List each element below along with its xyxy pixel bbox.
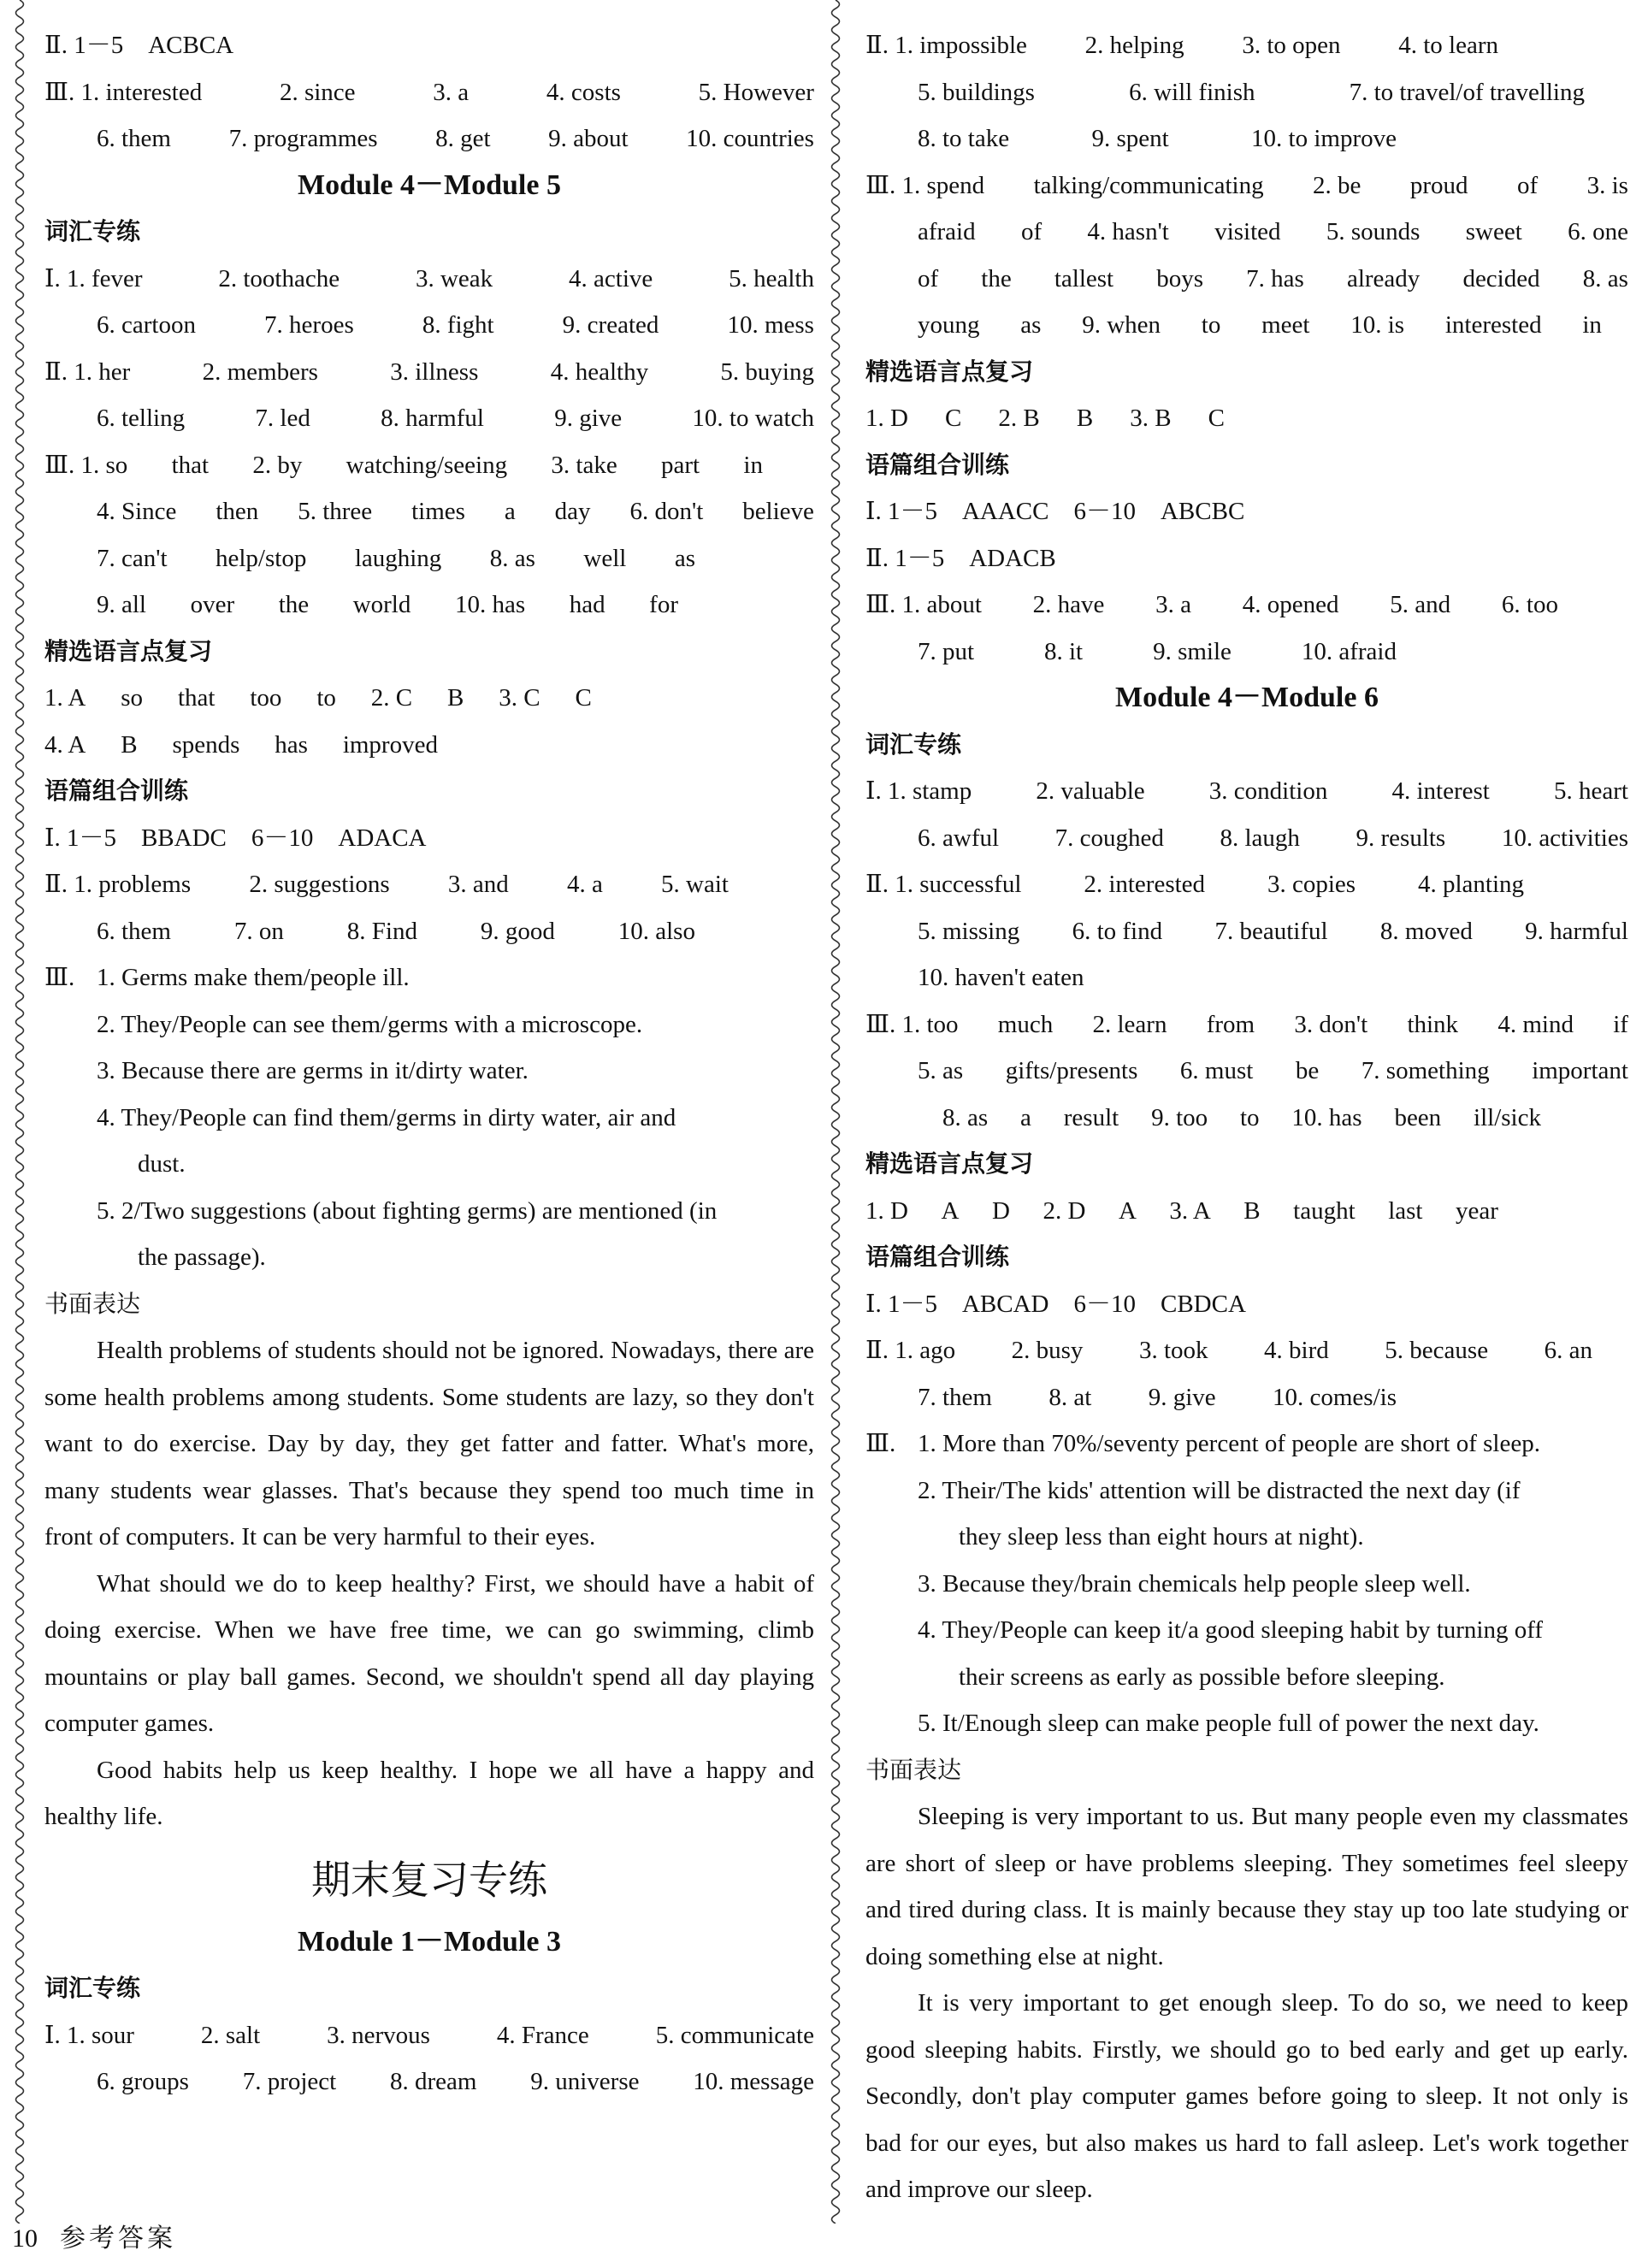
answer-token: Ⅱ. 1. ago xyxy=(865,1337,956,1364)
answer-line xyxy=(865,302,1602,349)
answer-token: 4. to learn xyxy=(1398,32,1498,59)
answer-line xyxy=(44,675,592,722)
section-heading: 精选语言点复习 xyxy=(865,357,1034,386)
answer-token: 10. to watch xyxy=(692,405,814,432)
answer-token: D xyxy=(991,1196,1010,1225)
answer-token: 7. heroes xyxy=(264,311,354,339)
answer-token: 7. can't xyxy=(97,544,168,572)
essay-paragraph: Health problems of students should not be ignored. Nowadays, there are some health problems among students. Some students are lazy, so they don't want to do exercise. Day by day, they get fatter and fatter. What's more, many students wear glasses. That's because they spend too much time in front of computers. It can be very harmful to their eyes. xyxy=(44,1337,814,1550)
answer-line: they sleep less than eight hours at night). xyxy=(959,1523,1364,1550)
answer-token: Ⅱ. 1. successful xyxy=(865,871,1022,898)
answer-token: sweet xyxy=(1465,218,1522,245)
answer-token: 3. a xyxy=(1155,591,1192,618)
answer-line xyxy=(865,162,1628,210)
answer-line xyxy=(865,815,1628,862)
answer-token: has xyxy=(275,730,308,759)
answer-token: 7. led xyxy=(255,405,310,432)
answer-token: 9. smile xyxy=(1153,637,1232,665)
answer-line xyxy=(865,1048,1628,1095)
answer-token: 6. cartoon xyxy=(97,311,196,339)
answer-token: 8. fight xyxy=(422,311,494,339)
answer-token: then xyxy=(216,498,259,525)
answer-token: help/stop xyxy=(216,544,307,572)
module-title: Module 1－Module 3 xyxy=(298,1925,561,1958)
wavy-line xyxy=(16,0,24,2224)
answer-line: 4. They/People can find them/germs in dirty water, air and xyxy=(97,1103,676,1131)
answer-token: that xyxy=(171,451,210,479)
answer-token: 5. because xyxy=(1385,1337,1489,1364)
answer-line xyxy=(865,395,1225,442)
section-heading: 词汇专练 xyxy=(44,1974,141,2002)
answer-token: 8. harmful xyxy=(381,405,484,432)
answer-token: watching/seeing xyxy=(346,451,508,479)
answer-token: meet xyxy=(1261,311,1310,339)
answer-token: 9. when xyxy=(1082,311,1161,339)
answer-token: B xyxy=(1243,1196,1261,1225)
answer-line: Ⅰ. 1－5 AAACC 6－10 ABCBC xyxy=(865,498,1245,525)
answer-line xyxy=(44,861,729,908)
section-heading: 书面表达 xyxy=(865,1755,962,1784)
answer-token: the xyxy=(981,264,1012,292)
answer-token: 6. will finish xyxy=(1129,78,1255,106)
answer-line xyxy=(865,1327,1592,1374)
answer-token: 9. give xyxy=(554,405,623,432)
answer-token: 4. active xyxy=(569,264,653,292)
module-title: Module 4－Module 5 xyxy=(298,168,561,201)
answer-token: 8. as xyxy=(942,1103,989,1131)
answer-line: Ⅱ. 1－5 ACBCA xyxy=(44,32,234,59)
answer-token: 8. laugh xyxy=(1220,824,1300,852)
answer-line xyxy=(865,69,1585,116)
answer-token: 8. get xyxy=(435,125,491,152)
answer-token: 7. on xyxy=(233,917,284,945)
answer-token: 8. at xyxy=(1048,1383,1092,1411)
answer-token: taught xyxy=(1293,1196,1356,1225)
answer-token: 3. and xyxy=(447,871,509,898)
answer-token: 7. has xyxy=(1246,264,1304,292)
answer-line xyxy=(44,488,814,535)
answer-token: 2. interested xyxy=(1084,871,1206,898)
answer-token: as xyxy=(1020,311,1042,339)
answer-line xyxy=(44,908,695,955)
answer-token: B xyxy=(447,684,464,712)
essay-paragraph: Sleeping is very important to us. But many people even my classmates are short of sleep or have problems sleeping. They sometimes feel sleepy and tired during class. It is mainly because they stay up too late studying or doing something else at night. xyxy=(865,1803,1628,1970)
answer-line xyxy=(44,115,814,162)
roman-numeral: Ⅲ. xyxy=(44,964,75,991)
answer-token: 1. D xyxy=(865,1196,908,1225)
answer-line xyxy=(865,861,1524,908)
answer-token: Ⅲ. 1. spend xyxy=(865,171,985,199)
answer-token: 3. to open xyxy=(1242,32,1341,59)
answer-token: much xyxy=(997,1010,1054,1038)
answer-token: last xyxy=(1388,1196,1423,1225)
answer-token: been xyxy=(1394,1103,1442,1131)
answer-line xyxy=(865,1095,1541,1142)
answer-line: 10. haven't eaten xyxy=(918,964,1084,991)
answer-token: that xyxy=(177,684,216,712)
answer-token: important xyxy=(1532,1057,1628,1084)
answer-line: 3. Because they/brain chemicals help people sleep well. xyxy=(918,1569,1471,1598)
answer-token: 5. heart xyxy=(1554,777,1628,805)
section-heading: 精选语言点复习 xyxy=(865,1149,1034,1178)
answer-token: 3. take xyxy=(551,451,617,479)
answer-token: 9. all xyxy=(97,591,146,618)
answer-token: from xyxy=(1206,1010,1255,1038)
answer-token: ill/sick xyxy=(1474,1103,1541,1131)
center-wavy-divider xyxy=(824,0,847,2224)
answer-token: 9. good xyxy=(480,917,555,945)
answer-token: 8. Find xyxy=(346,917,417,945)
answer-line xyxy=(44,69,814,116)
answer-line xyxy=(44,2058,814,2106)
answer-token: 10. has xyxy=(1291,1103,1362,1131)
answer-token: 10. afraid xyxy=(1301,637,1397,665)
answer-line xyxy=(865,1188,1498,1235)
answer-token: B xyxy=(121,730,138,759)
answer-line: the passage). xyxy=(138,1243,266,1271)
answer-token: 6. awful xyxy=(918,824,1000,852)
answer-token: a xyxy=(1020,1103,1031,1131)
answer-line: 2. Their/The kids' attention will be distracted the next day (if xyxy=(918,1476,1521,1504)
answer-line xyxy=(44,395,814,442)
answer-line xyxy=(865,22,1498,69)
answer-line xyxy=(44,349,814,396)
answer-token: 3. B xyxy=(1130,405,1172,432)
answer-token: 10. to improve xyxy=(1251,125,1397,152)
section-heading: 词汇专练 xyxy=(865,729,962,759)
answer-token: laughing xyxy=(354,544,442,572)
left-column xyxy=(44,22,814,2106)
answer-token: interested xyxy=(1444,311,1542,339)
section-heading: 书面表达 xyxy=(44,1289,141,1318)
essay-paragraph: It is very important to get enough sleep. To do so, we need to keep good sleeping habits. Firstly, we should go to bed early and get up early. Secondly, don't play computer games before going to sleep. It not only is bad for our eyes, but also makes us hard to fall asleep. Let's work together and improve our sleep. xyxy=(865,1989,1628,2203)
answer-token: believe xyxy=(742,498,814,525)
answer-token: 8. as xyxy=(1582,264,1628,292)
answer-line xyxy=(44,954,814,1001)
answer-token: 6. must xyxy=(1179,1057,1254,1084)
answer-token: 3. a xyxy=(433,78,470,106)
answer-line: Ⅰ. 1－5 ABCAD 6－10 CBDCA xyxy=(865,1290,1246,1318)
answer-token: Ⅰ. 1. fever xyxy=(44,264,143,292)
answer-token: boys xyxy=(1156,264,1204,292)
answer-token: 7. coughed xyxy=(1054,824,1164,852)
left-wavy-margin xyxy=(9,0,31,2224)
answer-token: 6. an xyxy=(1544,1337,1592,1364)
answer-token: year xyxy=(1456,1196,1498,1225)
answer-token: 10. countries xyxy=(686,125,814,152)
answer-token: 4. costs xyxy=(546,78,621,106)
answer-token: talking/communicating xyxy=(1033,171,1264,199)
footer-title: 参考答案 xyxy=(60,2224,176,2253)
answer-token: 8. dream xyxy=(390,2068,477,2095)
answer-token: 10. message xyxy=(693,2068,814,2095)
section-heading: 语篇组合训练 xyxy=(865,1243,1010,1271)
answer-sentence: 1. Germs make them/people ill. xyxy=(97,964,410,991)
roman-numeral: Ⅲ. xyxy=(865,1430,896,1457)
answer-token: Ⅰ. 1. sour xyxy=(44,2021,134,2049)
answer-token: in xyxy=(1582,311,1602,339)
answer-token: 1. A xyxy=(44,684,86,712)
answer-token: 3. is xyxy=(1586,171,1628,199)
answer-line: Ⅱ. 1－5 ADACB xyxy=(865,544,1056,572)
answer-line: their screens as early as possible before sleeping. xyxy=(959,1663,1445,1691)
answer-line xyxy=(865,1001,1628,1048)
answer-token: 5. missing xyxy=(918,917,1020,945)
answer-token: 6. groups xyxy=(97,2068,189,2095)
essay-paragraph: What should we do to keep healthy? First, we should have a habit of doing exercise. When we have free time, we can go swimming, climb mountains or play ball games. Second, we shouldn't spend all day playing computer games. xyxy=(44,1569,814,1737)
answer-token: 7. to travel/of travelling xyxy=(1349,78,1585,106)
answer-token: 2. by xyxy=(252,451,303,479)
answer-token: part xyxy=(661,451,700,479)
answer-token: 8. moved xyxy=(1379,917,1473,945)
answer-token: 3. weak xyxy=(415,264,493,292)
answer-token: spends xyxy=(172,730,240,759)
answer-token: 4. A xyxy=(44,730,86,759)
answer-line: 2. They/People can see them/germs with a microscope. xyxy=(97,1010,643,1038)
answer-line xyxy=(44,722,438,769)
answer-token: 10. is xyxy=(1350,311,1405,339)
answer-token: of xyxy=(1517,171,1539,199)
answer-token: tallest xyxy=(1054,264,1114,292)
answer-token: 2. D xyxy=(1043,1196,1086,1225)
answer-token: to xyxy=(1239,1103,1260,1131)
answer-line xyxy=(865,768,1628,815)
answer-token: 10. activities xyxy=(1501,824,1628,852)
answer-token: 9. harmful xyxy=(1525,917,1628,945)
answer-token: Ⅱ. 1. problems xyxy=(44,871,192,898)
answer-token: 5. buildings xyxy=(918,78,1035,106)
answer-token: 7. project xyxy=(242,2068,337,2095)
answer-token: 7. them xyxy=(918,1383,992,1411)
answer-line: 4. They/People can keep it/a good sleeping habit by turning off xyxy=(918,1616,1544,1644)
answer-token: 10. also xyxy=(617,917,695,945)
answer-token: 2. toothache xyxy=(218,264,340,292)
section-heading: 语篇组合训练 xyxy=(865,450,1010,479)
answer-token: a xyxy=(504,498,516,525)
answer-token: 3. copies xyxy=(1267,871,1356,898)
wavy-line xyxy=(832,0,840,2224)
answer-token: 6. to find xyxy=(1072,917,1163,945)
answer-token: think xyxy=(1407,1010,1459,1038)
answer-token: visited xyxy=(1214,218,1281,245)
answer-line: 3. Because there are germs in it/dirty water. xyxy=(97,1057,529,1084)
answer-token: proud xyxy=(1409,171,1468,199)
answer-token: 5. three xyxy=(298,498,373,525)
answer-line xyxy=(44,256,814,303)
answer-token: 2. have xyxy=(1032,591,1105,618)
answer-token: as xyxy=(674,544,695,572)
section-heading: 词汇专练 xyxy=(44,217,141,245)
answer-line: Ⅰ. 1－5 BBADC 6－10 ADACA xyxy=(44,824,427,852)
answer-token: if xyxy=(1613,1010,1628,1038)
answer-token: 5. However xyxy=(698,78,814,106)
answer-token: A xyxy=(941,1196,960,1225)
answer-token: 5. as xyxy=(918,1057,964,1084)
answer-token: over xyxy=(190,591,235,618)
answer-token: of xyxy=(1020,218,1043,245)
answer-line xyxy=(865,115,1397,162)
answer-token: 8. it xyxy=(1044,637,1084,665)
answer-token: 4. healthy xyxy=(550,357,649,386)
answer-token: 4. Since xyxy=(97,498,177,525)
module-title: Module 4－Module 6 xyxy=(1115,682,1379,713)
section-heading: 精选语言点复习 xyxy=(44,636,213,665)
answer-line xyxy=(865,908,1628,955)
answer-token: 2. C xyxy=(370,684,413,712)
answer-token: the xyxy=(278,591,310,618)
answer-token: Ⅰ. 1. stamp xyxy=(865,777,972,805)
answer-token: 5. and xyxy=(1390,591,1451,618)
answer-token: 2. be xyxy=(1313,171,1362,199)
answer-token: 7. something xyxy=(1361,1057,1490,1084)
answer-token: so xyxy=(121,684,144,712)
answer-token: 9. spent xyxy=(1091,125,1169,152)
answer-token: 2. helping xyxy=(1084,32,1184,59)
answer-token: 2. learn xyxy=(1092,1010,1167,1038)
answer-token: to xyxy=(1201,311,1221,339)
answer-line xyxy=(865,582,1558,629)
answer-token: 5. buying xyxy=(720,357,814,386)
answer-token: day xyxy=(554,498,591,525)
answer-token: 7. programmes xyxy=(228,125,378,152)
right-column xyxy=(865,22,1628,2213)
answer-token: 9. created xyxy=(562,311,659,339)
answer-token: to xyxy=(316,684,336,712)
answer-token: 4. hasn't xyxy=(1087,218,1169,245)
page-footer xyxy=(12,2217,176,2254)
section-heading: 语篇组合训练 xyxy=(44,777,189,805)
answer-token: 2. valuable xyxy=(1036,777,1145,805)
answer-token: 2. busy xyxy=(1011,1337,1084,1364)
answer-token: 2. B xyxy=(998,405,1040,432)
answer-token: 2. members xyxy=(202,357,318,386)
answer-token: 6. don't xyxy=(629,498,704,525)
answer-line xyxy=(865,1420,1628,1468)
answer-token: Ⅲ. 1. so xyxy=(44,451,128,479)
answer-token: had xyxy=(569,591,605,618)
answer-token: Ⅲ. 1. interested xyxy=(44,78,203,106)
essay-paragraph: Good habits help us keep healthy. I hope we all have a happy and healthy life. xyxy=(44,1756,814,1830)
answer-token: 4. bird xyxy=(1264,1337,1329,1364)
final-review-title: 期末复习专练 xyxy=(311,1856,547,1903)
answer-line xyxy=(44,442,763,489)
answer-token: A xyxy=(1118,1196,1137,1225)
answer-token: 9. results xyxy=(1356,824,1446,852)
answer-token: too xyxy=(250,684,282,712)
answer-token: 6. telling xyxy=(97,405,186,432)
answer-token: be xyxy=(1295,1057,1320,1084)
answer-token: 2. since xyxy=(279,78,356,106)
answer-token: 3. don't xyxy=(1294,1010,1368,1038)
answer-token: 5. health xyxy=(729,264,814,292)
answer-token: 4. interest xyxy=(1391,777,1490,805)
answer-token: result xyxy=(1063,1103,1119,1131)
answer-token: 3. took xyxy=(1138,1337,1208,1364)
answer-sentence: 1. More than 70%/seventy percent of people are short of sleep. xyxy=(918,1430,1540,1457)
answer-token: 3. nervous xyxy=(327,2021,430,2049)
answer-token: 9. about xyxy=(548,125,629,152)
answer-token: 10. mess xyxy=(727,311,814,339)
answer-token: 6. one xyxy=(1568,218,1628,245)
answer-token: C xyxy=(575,684,592,712)
answer-token: 4. a xyxy=(566,871,603,898)
answer-token: times xyxy=(411,498,465,525)
answer-token: 3. illness xyxy=(390,357,479,386)
answer-token: 5. sounds xyxy=(1326,218,1421,245)
answer-token: 8. to take xyxy=(918,125,1010,152)
answer-token: young xyxy=(918,311,980,339)
answer-line xyxy=(865,256,1628,303)
answer-token: 3. condition xyxy=(1208,777,1328,805)
answer-token: of xyxy=(918,264,939,292)
answer-line: 5. 2/Two suggestions (about fighting germs) are mentioned (in xyxy=(97,1196,718,1225)
answer-token: B xyxy=(1076,405,1094,432)
answer-token: already xyxy=(1346,264,1421,292)
answer-token: afraid xyxy=(918,218,976,245)
answer-token: 9. universe xyxy=(530,2068,640,2095)
answer-token: 1. D xyxy=(865,405,908,432)
answer-token: world xyxy=(352,591,411,618)
page-number: 10 xyxy=(12,2224,38,2253)
answer-line xyxy=(44,535,695,582)
answer-token: for xyxy=(649,591,678,618)
answer-token: 5. wait xyxy=(661,871,729,898)
answer-token: Ⅲ. 1. too xyxy=(865,1010,959,1038)
answer-token: Ⅱ. 1. impossible xyxy=(865,32,1027,59)
answer-token: well xyxy=(583,544,627,572)
answer-line xyxy=(865,209,1628,256)
answer-line xyxy=(865,1374,1397,1421)
answer-token: 3. C xyxy=(499,684,540,712)
answer-token: 6. them xyxy=(97,917,171,945)
answer-token: 7. beautiful xyxy=(1214,917,1328,945)
answer-token: 10. has xyxy=(454,591,526,618)
answer-token: 4. opened xyxy=(1242,591,1339,618)
answer-token: 10. comes/is xyxy=(1273,1383,1397,1411)
answer-token: 3. A xyxy=(1169,1196,1211,1225)
answer-token: in xyxy=(743,451,763,479)
answer-token: gifts/presents xyxy=(1005,1057,1138,1084)
answer-line xyxy=(44,302,814,349)
answer-token: Ⅲ. 1. about xyxy=(865,591,982,618)
answer-token: 6. too xyxy=(1501,591,1558,618)
answer-token: 4. mind xyxy=(1497,1010,1574,1038)
answer-token: C xyxy=(945,405,962,432)
answer-token: 4. planting xyxy=(1417,871,1524,898)
answer-line xyxy=(44,2012,814,2059)
answer-token: improved xyxy=(342,730,438,759)
answer-token: 9. too xyxy=(1151,1103,1208,1131)
answer-token: 7. put xyxy=(918,637,975,665)
answer-line xyxy=(865,629,1397,676)
answer-token: decided xyxy=(1462,264,1540,292)
answer-token: C xyxy=(1208,405,1225,432)
answer-line: 5. It/Enough sleep can make people full of power the next day. xyxy=(918,1710,1539,1737)
answer-token: 2. salt xyxy=(200,2021,261,2049)
answer-line: dust. xyxy=(138,1150,186,1178)
answer-token: 9. give xyxy=(1148,1383,1216,1411)
answer-token: 8. as xyxy=(489,544,535,572)
answer-token: 6. them xyxy=(97,125,171,152)
answer-token: 4. France xyxy=(496,2021,589,2049)
answer-token: 2. suggestions xyxy=(249,871,390,898)
answer-line xyxy=(44,582,678,629)
answer-token: 5. communicate xyxy=(655,2021,814,2049)
answer-token: Ⅱ. 1. her xyxy=(44,357,131,386)
